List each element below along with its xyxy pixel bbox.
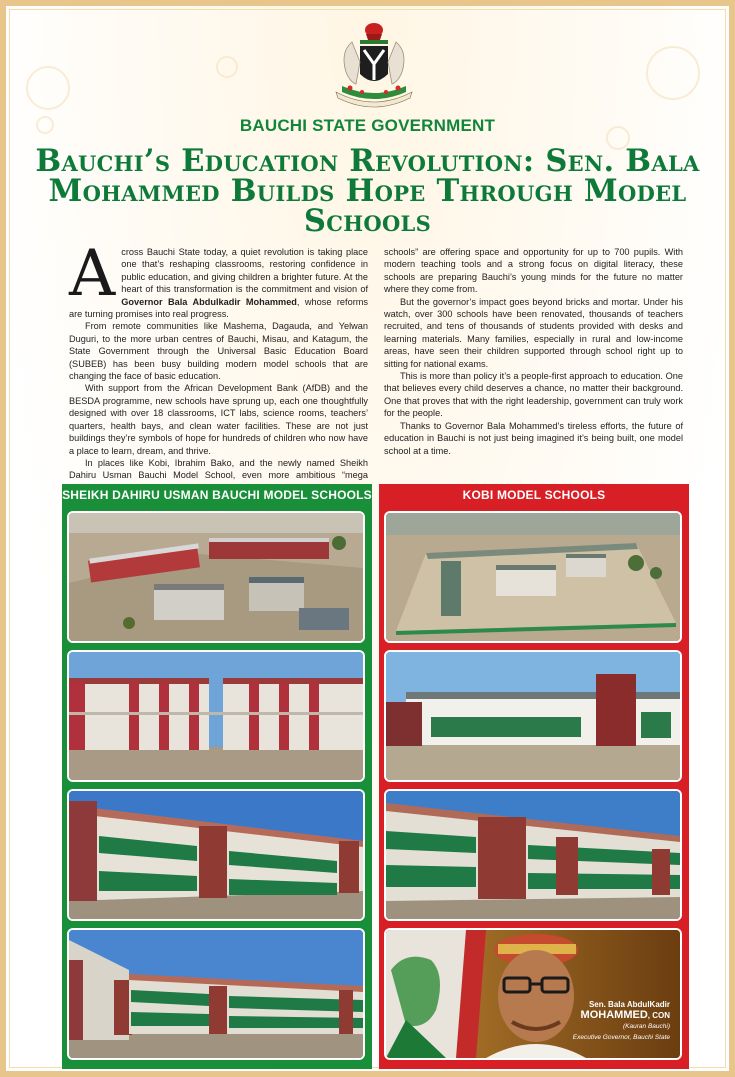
panel-title: SHEIKH DAHIRU USMAN BAUCHI MODEL SCHOOLS: [62, 488, 372, 502]
article-text: , whose reforms are turning promises into real progress.: [69, 296, 369, 320]
school-building-photo: [67, 789, 365, 921]
decorative-circle: [26, 66, 70, 110]
article-paragraph: In places like Kobi, Ibrahim Bako, and the newly named Sheikh Dahiru Usman Bauchi Model School, even more ambitious “mega schools” are offering space and opportunity for up to 700 pupils. With modern teaching tools and a strong focus on digital literacy, these schools are preparing Bauchi’s young minds for the future no matter where they come from.: [69, 247, 683, 481]
caption-office: Executive Governor, Bauchi State: [572, 1034, 670, 1041]
coat-of-arms-icon: [322, 22, 426, 112]
decorative-circle: [646, 46, 700, 100]
state-government-title: BAUCHI STATE GOVERNMENT: [239, 116, 496, 135]
caption-name-line: Sen. Bala AbdulKadir: [588, 1000, 670, 1009]
school-building-photo: [67, 928, 365, 1060]
school-aerial-photo: [67, 511, 365, 643]
article-paragraph: With support from the African Development Bank (AfDB) and the BESDA programme, new schools have sprung up, each one thoughtfully designed with over 18 classrooms, ICT labs, science rooms, teachers’ quarters, health bays, and clean water facilities. These are not just buildings they’re symbols of hope for hundreds of children who now have a place to learn, dream, and thrive.: [69, 383, 368, 456]
drop-cap: A: [69, 237, 116, 311]
caption-title: (Kauran Bauchi): [623, 1023, 670, 1030]
sheikh-dahiru-photo-panel: [62, 484, 372, 1069]
article-paragraph: Thanks to Governor Bala Mohammed’s tireless efforts, the future of education in Bauchi is not just being imagined it’s being built, one model school at a time.: [384, 420, 683, 456]
school-building-photo: [384, 650, 682, 782]
school-building-photo: [67, 650, 365, 782]
article-text: cross Bauchi State today, a quiet revolution is taking place one that’s reshaping classrooms, restoring confidence in public education, and giving children a brighter future. At the heart of this transformation is the commitment and vision of: [121, 247, 368, 295]
page-headline: Bauchi’s Education Revolution: Sen. Bala Mohammed Builds Hope Through Model Schools: [35, 143, 700, 239]
caption-suffix: , CON: [647, 1011, 670, 1020]
panel-title: KOBI MODEL SCHOOLS: [462, 488, 606, 502]
article-paragraph: From remote communities like Mashema, Dagauda, and Yelwan Duguri, to the more urban centres of Bauchi, Misau, and Katagum, the State Government through the Universal Basic Education Board (SUBEB) has been busy building modern model schools that are changing the face of basic education.: [69, 321, 368, 382]
governor-portrait-photo: [384, 928, 682, 1060]
article-body: [69, 237, 683, 482]
article-paragraph: [69, 237, 369, 320]
decorative-circle: [216, 56, 238, 78]
school-building-photo: [384, 789, 682, 921]
governor-name: Governor Bala Abdulkadir Mohammed: [121, 296, 297, 307]
article-paragraph: This is more than policy it’s a people-first approach to education. One that believes every child deserves a chance, no matter their background. One that proves that with the right leadership, government can truly work for the people.: [384, 371, 683, 419]
article-paragraph: But the governor’s impact goes beyond bricks and mortar. Under his watch, over 300 schools have been renovated, thousands of teachers recruited, and tens of thousands of students provided with desks and learning materials. Many families, especially in rural and low-income areas, have seen their children supported through school right up to sitting for national exams.: [384, 296, 683, 369]
governor-caption: [573, 1000, 670, 1043]
caption-surname: MOHAMMED: [580, 1009, 648, 1021]
school-aerial-photo: [384, 511, 682, 643]
kobi-photo-panel: [379, 484, 689, 1069]
